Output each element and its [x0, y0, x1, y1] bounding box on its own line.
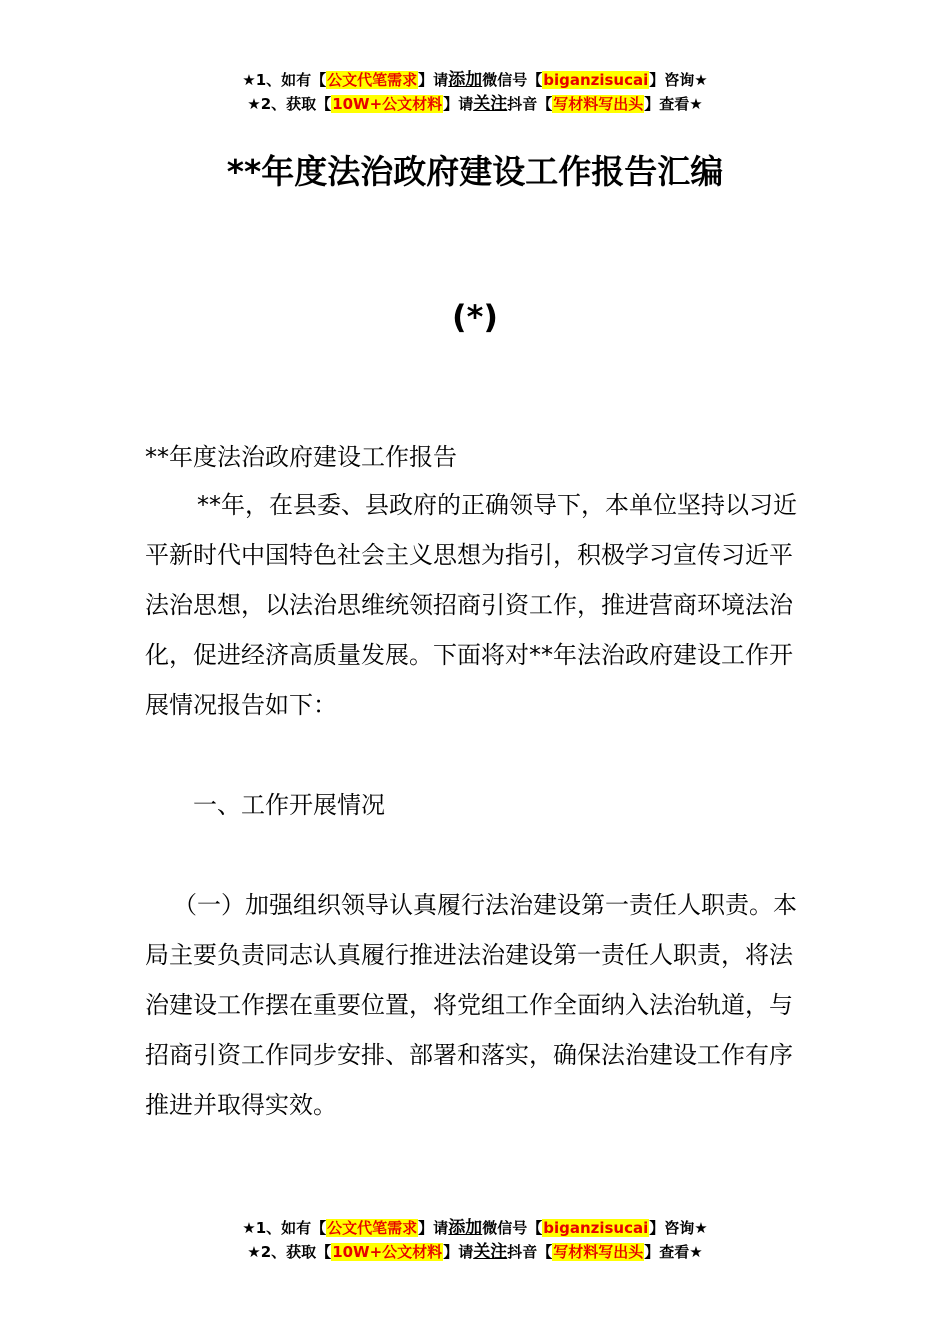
footer-line-2: ★2、获取【10W+公文材料】请关注抖音【写材料写出头】查看★ [247, 1242, 703, 1262]
section-marker: (*) [452, 298, 498, 336]
banner-line-1: ★1、如有【公文代笔需求】请添加微信号【biganzisucai】咨询★ [242, 70, 708, 90]
highlight-douyin: 写材料写出头 [553, 1243, 644, 1261]
footer-line-1: ★1、如有【公文代笔需求】请添加微信号【biganzisucai】咨询★ [242, 1218, 708, 1238]
document-title: **年度法治政府建设工作报告汇编 [226, 152, 724, 191]
intro-paragraph: **年，在县委、县政府的正确领导下，本单位坚持以习近平新时代中国特色社会主义思想为指引，积极学习宣传习近平法治思想，以法治思维统领招商引资工作，推进营商环境法治化，促进经济高质量发展。下面将对**年法治政府建设工作开展情况报告如下： [145, 491, 797, 719]
body-paragraph: （一）加强组织领导认真履行法治建设第一责任人职责。本局主要负责同志认真履行推进法治建设第一责任人职责，将法治建设工作摆在重要位置，将党组工作全面纳入法治轨道，与招商引资工作同步安排、部署和落实，确保法治建设工作有序推进并取得实效。 [145, 891, 797, 1119]
report-subtitle: **年度法治政府建设工作报告 [145, 443, 457, 471]
highlight-materials: 10W+公文材料 [332, 1243, 443, 1261]
highlight-service: 公文代笔需求 [327, 71, 418, 89]
header-banner [0, 68, 950, 116]
banner-line-2: ★2、获取【10W+公文材料】请关注抖音【写材料写出头】查看★ [247, 94, 703, 114]
footer-banner [0, 1216, 950, 1264]
section-heading: 一、工作开展情况 [193, 791, 385, 819]
highlight-wechat-id: biganzisucai [543, 1219, 649, 1237]
highlight-materials: 10W+公文材料 [332, 95, 443, 113]
highlight-douyin: 写材料写出头 [553, 95, 644, 113]
highlight-wechat-id: biganzisucai [543, 71, 649, 89]
highlight-service: 公文代笔需求 [327, 1219, 418, 1237]
